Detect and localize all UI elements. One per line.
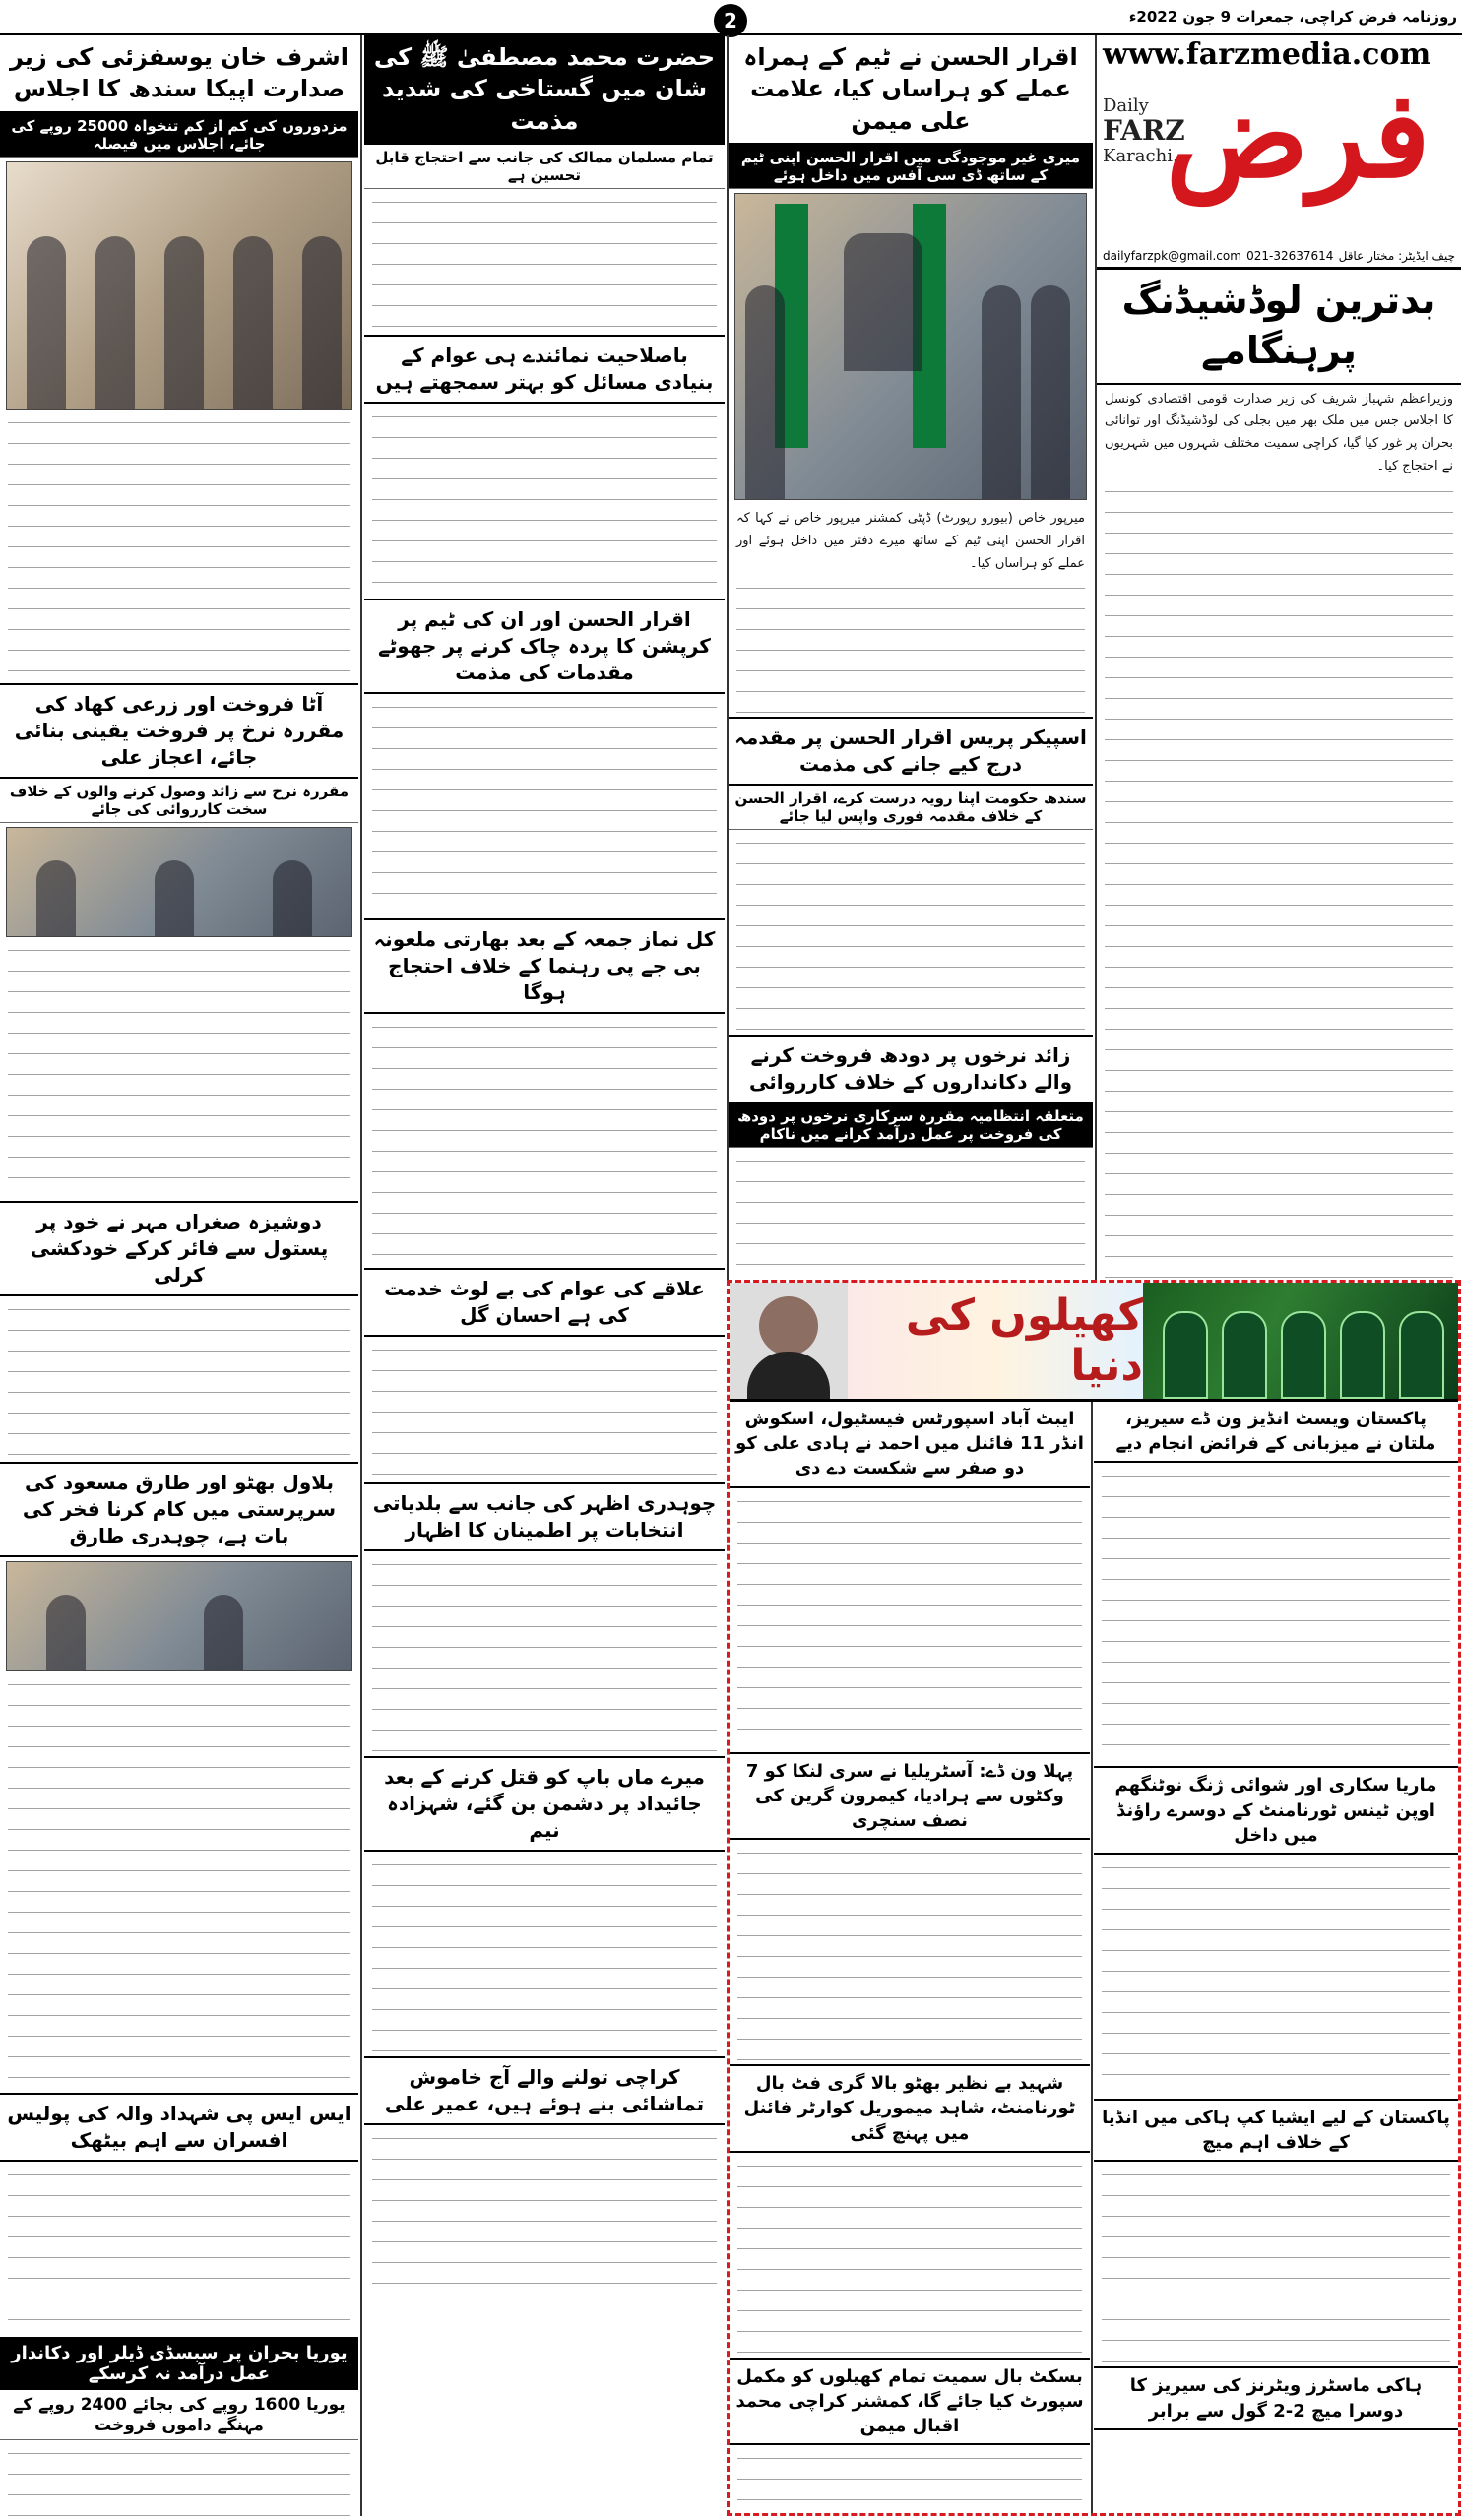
logo-farz: FARZ	[1103, 113, 1185, 147]
news-photo	[734, 193, 1087, 500]
story-headline-4: کل نماز جمعہ کے بعد بھارتی ملعونہ بی جے پی رہنما کے خلاف احتجاج ہوگا	[364, 918, 725, 1014]
story-subhead: تمام مسلمان ممالک کی جانب سے احتجاج قابل تحسین ہے	[364, 145, 725, 189]
story-text-block	[372, 698, 717, 914]
person	[844, 233, 922, 371]
story-headline-7: میرے ماں باپ کو قتل کرنے کے بعد جائیداد پر دشمن بن گئے، شہزادہ نیم	[364, 1756, 725, 1852]
story-text-block	[372, 408, 717, 595]
story-subhead-2: سندھ حکومت اپنا رویہ درست کرے، اقرار الحسن کے خلاف مقدمہ فوری واپس لیا جائے	[729, 786, 1093, 830]
person	[27, 236, 66, 409]
column-4	[0, 35, 358, 2516]
story-subhead: میری غیر موجودگی میں اقرار الحسن اپنی ٹیم کے ساتھ ڈی سی آفس میں داخل ہوئے	[729, 145, 1093, 189]
story-headline: اشرف خان یوسفزئی کی زیر صدارت اپیکا سندھ کا اجلاس	[0, 35, 358, 113]
sports-headline-left-4: بسکٹ بال سمیت تمام کھیلوں کو مکمل سپورٹ کیا جائے گا، کمشنر کراچی محمد اقبال میمن	[730, 2358, 1090, 2446]
columnist-photo	[730, 1283, 848, 1399]
story-subhead-3: متعلقہ انتظامیہ مقررہ سرکاری نرخوں پر دودھ کی فروخت پر عمل درآمد کرانے میں ناکام	[729, 1103, 1093, 1148]
story-headline-5: علاقے کی عوام کی بے لوث خدمت کی ہے احسان گل	[364, 1268, 725, 1337]
editor: چیف ایڈیٹر: مختار عاقل	[1338, 249, 1455, 263]
story-headline-5: ایس ایس پی شہداد والہ کی پولیس افسران سے اہم بیٹھک	[0, 2093, 358, 2162]
sports-column-left	[730, 1402, 1090, 2516]
story-headline-8: کراچی تولنے والے آج خاموش تماشائی بنے ہوئے ہیں، عمیر علی	[364, 2056, 725, 2125]
story-text-block	[8, 2166, 350, 2333]
story-text-block	[372, 2129, 717, 2287]
logo-urdu: فرض	[1166, 66, 1430, 205]
person	[46, 1595, 86, 1670]
story-headline-3: دوشیزہ صغراں مہر نے خود پر پستول سے فائر کرکے خودکشی کرلی	[0, 1201, 358, 1296]
story-headline-3: زائد نرخوں پر دودھ فروخت کرنے والے دکانداروں کے خلاف کارروائی	[729, 1035, 1093, 1103]
person	[36, 860, 76, 936]
sports-headline-left-1: ایبٹ آباد اسپورٹس فیسٹیول، اسکوش انڈر 11 فائنل میں احمد نے ہادی علی کو دو صفر سے شکست دے دی	[730, 1402, 1090, 1488]
sports-title: کھیلوں کی دنیا	[848, 1283, 1143, 1399]
story-headline-6: چوہدری اظہر کی جانب سے بلدیاتی انتخابات پر اطمینان کا اظہار	[364, 1482, 725, 1551]
logo-city: Karachi.	[1103, 145, 1178, 166]
story-text-block	[372, 1018, 717, 1264]
sports-banner	[730, 1283, 1458, 1402]
lead-story-text-block	[1105, 482, 1453, 1349]
site-url[interactable]: www.farzmedia.com	[1103, 37, 1431, 72]
story-text-block	[736, 834, 1085, 1031]
story-text-block	[8, 941, 350, 1197]
phone: 021-32637614	[1246, 249, 1334, 263]
story-text-block	[372, 1341, 717, 1479]
person	[273, 860, 312, 936]
sports-headline-left-2: پہلا ون ڈے: آسٹریلیا نے سری لنکا کو 7 وکٹوں سے ہرادیا، کیمرون گرین کی نصف سنچری	[730, 1752, 1090, 1841]
person	[982, 285, 1021, 499]
story-text-block	[737, 1492, 1082, 1748]
player	[1399, 1311, 1444, 1399]
person	[1031, 285, 1070, 499]
story-body: میرپور خاص (بیورو رپورٹ) ڈپٹی کمشنر میرپور خاص نے کہا کہ اقرار الحسن اپنی ٹیم کے ساتھ میرے دفتر میں داخل ہوئے اور عملے کو ہراساں کیا۔	[736, 511, 1085, 571]
story-text-block	[8, 2444, 350, 2516]
person	[745, 285, 785, 499]
person	[155, 860, 194, 936]
meeting-photo-2	[6, 827, 352, 937]
sports-headline-right-1: پاکستان ویسٹ انڈیز ون ڈے سیریز، ملتان نے میزبانی کے فرائض انجام دیے	[1094, 1402, 1458, 1463]
story-headline-2: آٹا فروخت اور زرعی کھاد کی مقررہ نرخ پر فروخت یقینی بنائی جائے، اعجاز علی	[0, 683, 358, 779]
person	[95, 236, 135, 409]
column-divider	[360, 35, 362, 2516]
story-text-block	[1102, 1858, 1450, 2095]
columnist-body	[747, 1352, 830, 1399]
person	[204, 1595, 243, 1670]
story-subhead-2: مقررہ نرخ سے زائد وصول کرنے والوں کے خلاف سخت کارروائی کی جائے	[0, 779, 358, 823]
story-text-block	[1102, 1467, 1450, 1762]
story-text-block	[372, 193, 717, 331]
sports-headline-right-4: ہاکی ماسٹرز ویٹرنز کی سیریز کا دوسرا میچ 2-2 گول سے برابر	[1094, 2366, 1458, 2429]
sports-section	[727, 1280, 1461, 2516]
story-text-block	[737, 2449, 1082, 2516]
story-headline-2: باصلاحیت نمائندے ہی عوام کے بنیادی مسائل کو بہتر سمجھتے ہیں	[364, 335, 725, 404]
logo-daily: Daily	[1103, 95, 1149, 116]
sports-divider	[1091, 1402, 1093, 2514]
story-text-block	[372, 1856, 717, 2052]
meeting-photo	[6, 161, 352, 410]
dateline: روزنامہ فرض کراچی، جمعرات 9 جون 2022ء	[1128, 8, 1457, 26]
story-text-block	[8, 413, 350, 679]
column-3	[364, 35, 725, 2516]
story-text-block	[737, 1844, 1082, 2060]
story-text-block	[8, 1300, 350, 1458]
sports-headline-right-2: ماریا سکاری اور شوائی ژنگ نوٹنگھم اوپن ٹینس ٹورنامنٹ کے دوسرے راؤنڈ میں داخل	[1094, 1766, 1458, 1855]
logo	[1097, 66, 1461, 224]
player	[1340, 1311, 1385, 1399]
news-photo-3	[6, 1561, 352, 1671]
story-text-block	[1102, 2166, 1450, 2362]
sports-column-right	[1094, 1402, 1458, 2430]
story-subhead: مزدوروں کی کم از کم تنخواہ 25000 روپے کی جائے، اجلاس میں فیصلہ	[0, 113, 358, 158]
team-photo	[1143, 1283, 1458, 1399]
player	[1163, 1311, 1208, 1399]
lead-headline: بدترین لوڈشیڈنگ پرہنگامے	[1097, 270, 1461, 385]
story-text-block	[737, 2157, 1082, 2354]
sports-headline-left-3: شہید بے نظیر بھٹو بالا گری فٹ بال ٹورنامنٹ، شاہد میموریل کوارٹر فائنل میں پہنچ گئی	[730, 2064, 1090, 2153]
story-headline-6: یوریا بحران پر سبسڈی ڈیلر اور دکاندار عمل درآمد نہ کرسکے	[0, 2337, 358, 2390]
person	[302, 236, 342, 409]
masthead-meta	[1097, 249, 1461, 263]
player	[1281, 1311, 1326, 1399]
email: dailyfarzpk@gmail.com	[1103, 249, 1241, 263]
story-text-block	[372, 1555, 717, 1752]
masthead	[1097, 35, 1461, 270]
story-text-block	[736, 579, 1085, 717]
story-headline-2: اسپیکر پریس اقرار الحسن پر مقدمہ درج کیے جانے کی مذمت	[729, 717, 1093, 786]
columnist-face	[759, 1296, 818, 1355]
story-subhead-6: یوریا 1600 روپے کی بجائے 2400 روپے کے مہنگے داموں فروخت	[0, 2390, 358, 2440]
person	[164, 236, 204, 409]
story-headline-4: بلاول بھٹو اور طارق مسعود کی سرپرستی میں کام کرنا فخر کی بات ہے، چوہدری طارق	[0, 1462, 358, 1557]
story-headline: حضرت محمد مصطفیٰ ﷺ کی شان میں گستاخی کی شدید مذمت	[364, 35, 725, 145]
story-headline: اقرار الحسن نے ٹیم کے ہمراہ عملے کو ہراساں کیا، علامت علی میمن	[729, 35, 1093, 145]
page-number: 2	[714, 4, 747, 37]
person	[233, 236, 273, 409]
lead-story: وزیراعظم شہباز شریف کی زیر صدارت قومی اقتصادی کونسل کا اجلاس جس میں ملک بھر میں بجلی کی لوڈشیڈنگ اور توانائی بحران پر غور کیا گیا، کراچی سمیت مختلف شہروں میں شہریوں نے احتجاج کیا۔	[1105, 391, 1453, 473]
player	[1222, 1311, 1267, 1399]
sports-headline-right-3: پاکستان کے لیے ایشیا کپ ہاکی میں انڈیا کے خلاف اہم میچ	[1094, 2099, 1458, 2162]
story-text-block	[8, 1675, 350, 2089]
story-headline-3: اقرار الحسن اور ان کی ٹیم پر کرپشن کا پردہ چاک کرنے پر جھوٹے مقدمات کی مذمت	[364, 598, 725, 694]
